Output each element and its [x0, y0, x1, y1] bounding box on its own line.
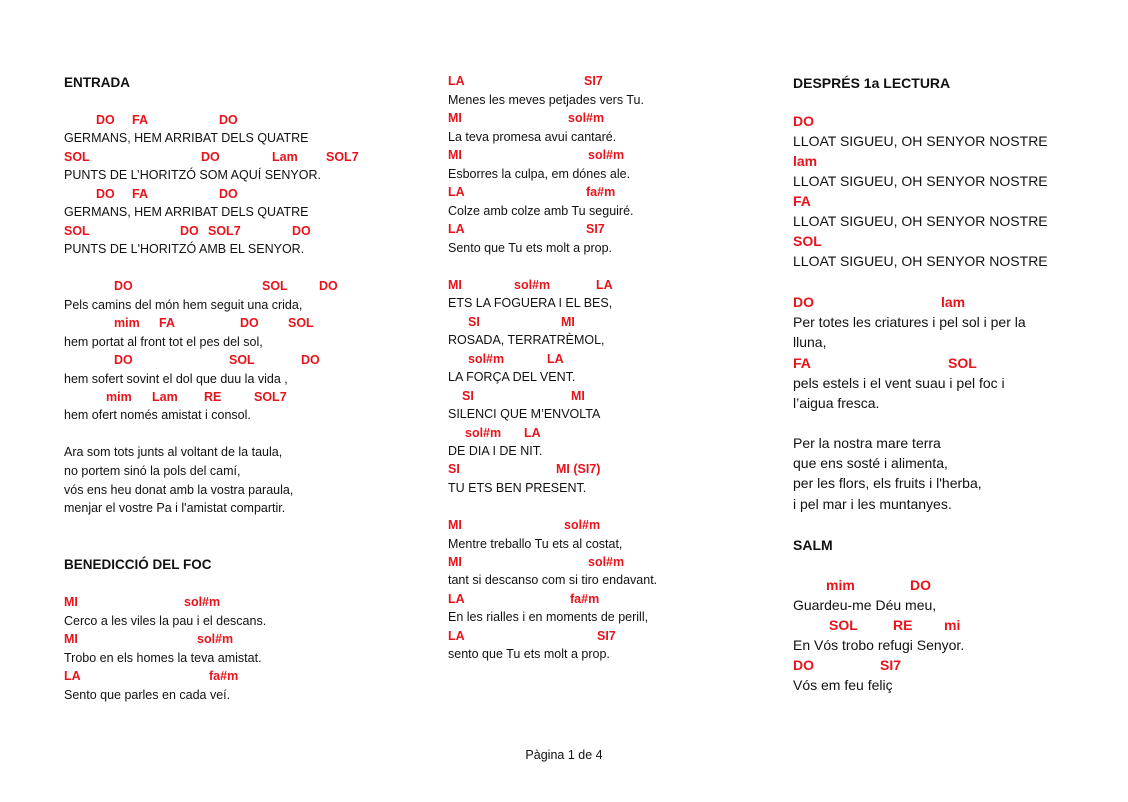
lyric-line: PUNTS DE L'HORITZÓ AMB EL SENYOR. — [64, 242, 305, 256]
lyric-line: LLOAT SIGUEU, OH SENYOR NOSTRE — [793, 173, 1048, 189]
chord: fa#m — [586, 185, 616, 199]
chord: MI — [64, 632, 78, 646]
lyric-line: ROSADA, TERRATRÈMOL, — [448, 333, 605, 347]
lyric-line: LLOAT SIGUEU, OH SENYOR NOSTRE — [793, 133, 1048, 149]
chord: RE — [893, 617, 913, 633]
chord: LA — [547, 352, 564, 366]
lyric-line: LLOAT SIGUEU, OH SENYOR NOSTRE — [793, 253, 1048, 269]
chord: fa#m — [209, 669, 239, 683]
lyric-line: La teva promesa avui cantaré. — [448, 130, 617, 144]
chord: SI — [468, 315, 480, 329]
chord: LA — [448, 592, 465, 606]
chord: DO — [793, 113, 814, 129]
page-footer: Pàgina 1 de 4 — [525, 748, 603, 762]
chord: LA — [448, 629, 465, 643]
chord: MI (SI7) — [556, 462, 601, 476]
chord: SI7 — [584, 74, 603, 88]
lyric-line: SILENCI QUE M’ENVOLTA — [448, 407, 601, 421]
chord: MI — [448, 111, 462, 125]
chord: RE — [204, 390, 222, 404]
chord: SOL7 — [326, 150, 359, 164]
chord: sol#m — [197, 632, 234, 646]
chord: FA — [132, 187, 148, 201]
lyric-line: Cerco a les viles la pau i el descans. — [64, 614, 267, 628]
chord: SOL — [829, 617, 858, 633]
lyric-line: i pel mar i les muntanyes. — [793, 496, 952, 512]
chord: DO — [910, 577, 931, 593]
chord: LA — [524, 426, 541, 440]
chord: DO — [114, 279, 133, 293]
chord: SOL — [793, 233, 822, 249]
chord: MI — [448, 278, 462, 292]
lyric-line: l’aigua fresca. — [793, 395, 880, 411]
chord: SI — [448, 462, 460, 476]
lyric-line: Per la nostra mare terra — [793, 435, 941, 451]
chord: DO — [219, 187, 238, 201]
lyric-line: per les flors, els fruits i l'herba, — [793, 475, 982, 491]
lyric-line: En Vós trobo refugi Senyor. — [793, 637, 965, 653]
chord: sol#m — [588, 148, 625, 162]
chord: MI — [448, 518, 462, 532]
chord: mim — [826, 577, 855, 593]
chord: lam — [941, 294, 966, 310]
chord: DO — [96, 187, 115, 201]
lyric-line: Esborres la culpa, em dónes ale. — [448, 167, 631, 181]
lyric-line: Pels camins del món hem seguit una crida, — [64, 298, 303, 312]
chord: sol#m — [514, 278, 551, 292]
chord: Lam — [272, 150, 298, 164]
chord: DO — [114, 353, 133, 367]
lyric-line: Guardeu-me Déu meu, — [793, 597, 937, 613]
chord: mim — [106, 390, 132, 404]
lyric-line: Trobo en els homes la teva amistat. — [64, 651, 262, 665]
chord: MI — [448, 148, 462, 162]
lyric-line: Sento que parles en cada veí. — [64, 688, 231, 702]
chord: sol#m — [468, 352, 505, 366]
lyric-line: vós ens heu donat amb la vostra paraula, — [64, 483, 294, 497]
chord: FA — [159, 316, 175, 330]
lyric-line: Sento que Tu ets molt a prop. — [448, 241, 612, 255]
chord: DO — [180, 224, 199, 238]
lyric-line: En les rialles i en moments de perill, — [448, 610, 649, 624]
chord: MI — [571, 389, 585, 403]
chord: MI — [561, 315, 575, 329]
chord: MI — [448, 555, 462, 569]
section-heading-salm: SALM — [793, 537, 833, 553]
section-heading-foc: BENEDICCIÓ DEL FOC — [64, 557, 212, 572]
chord: LA — [64, 669, 81, 683]
chord: LA — [448, 222, 465, 236]
lyric-line: Mentre treballo Tu ets al costat, — [448, 537, 623, 551]
chord: DO — [240, 316, 259, 330]
lyric-line: pels estels i el vent suau i pel foc i — [793, 375, 1005, 391]
section-heading-despres: DESPRÉS 1a LECTURA — [793, 75, 951, 91]
lyric-line: Menes les meves petjades vers Tu. — [448, 93, 644, 107]
chord: fa#m — [570, 592, 600, 606]
chord: FA — [793, 355, 811, 371]
chord: SOL7 — [208, 224, 241, 238]
chord: SI — [462, 389, 474, 403]
chord: LA — [596, 278, 613, 292]
chord: sol#m — [588, 555, 625, 569]
chord: SI7 — [597, 629, 616, 643]
lyric-line: menjar el vostre Pa i l'amistat compartir. — [64, 501, 286, 515]
chord: lam — [793, 153, 818, 169]
chord: mim — [114, 316, 140, 330]
chord: sol#m — [184, 595, 221, 609]
lyric-line: sento que Tu ets molt a prop. — [448, 647, 610, 661]
chord: SI7 — [880, 657, 902, 673]
chord: DO — [319, 279, 338, 293]
lyric-line: DE DIA I DE NIT. — [448, 444, 543, 458]
lyric-line: hem sofert sovint el dol que duu la vida , — [64, 372, 288, 386]
lyric-line: Per totes les criatures i pel sol i per la — [793, 314, 1026, 330]
chord: FA — [132, 113, 148, 127]
chord: SOL — [262, 279, 288, 293]
chord: DO — [301, 353, 320, 367]
lyric-line: lluna, — [793, 334, 827, 350]
chord: sol#m — [465, 426, 502, 440]
lyric-line: PUNTS DE L’HORITZÓ SOM AQUÍ SENYOR. — [64, 168, 321, 182]
chord: LA — [448, 74, 465, 88]
lyric-line: ETS LA FOGUERA I EL BES, — [448, 296, 613, 310]
lyric-line: Vós em feu feliç — [793, 677, 893, 693]
lyric-line: Colze amb colze amb Tu seguiré. — [448, 204, 634, 218]
lyric-line: que ens sosté i alimenta, — [793, 455, 948, 471]
chord: mi — [944, 617, 961, 633]
chord: SI7 — [586, 222, 605, 236]
chord: DO — [201, 150, 220, 164]
lyric-line: hem portat al front tot el pes del sol, — [64, 335, 263, 349]
chord: Lam — [152, 390, 178, 404]
chord: sol#m — [568, 111, 605, 125]
chord: DO — [96, 113, 115, 127]
chord: DO — [793, 294, 814, 310]
section-heading-entrada: ENTRADA — [64, 75, 130, 90]
chord: MI — [64, 595, 78, 609]
lyric-line: Ara som tots junts al voltant de la taula, — [64, 445, 283, 459]
chord: SOL — [229, 353, 255, 367]
chord: FA — [793, 193, 811, 209]
lyric-line: LA FORÇA DEL VENT. — [448, 370, 576, 384]
lyric-line: tant si descanso com si tiro endavant. — [448, 573, 658, 587]
chord: SOL7 — [254, 390, 287, 404]
lyric-line: GERMANS, HEM ARRIBAT DELS QUATRE — [64, 131, 309, 145]
lyric-line: LLOAT SIGUEU, OH SENYOR NOSTRE — [793, 213, 1048, 229]
chord: SOL — [64, 150, 90, 164]
chord: SOL — [64, 224, 90, 238]
lyric-line: no portem sinó la pols del camí, — [64, 464, 241, 478]
chord: DO — [292, 224, 311, 238]
lyric-line: GERMANS, HEM ARRIBAT DELS QUATRE — [64, 205, 309, 219]
chord: DO — [219, 113, 238, 127]
chord: DO — [793, 657, 814, 673]
chord: SOL — [288, 316, 314, 330]
chord: sol#m — [564, 518, 601, 532]
lyric-line: hem ofert només amistat i consol. — [64, 408, 251, 422]
chord: SOL — [948, 355, 977, 371]
chord: LA — [448, 185, 465, 199]
lyric-line: TU ETS BEN PRESENT. — [448, 481, 587, 495]
